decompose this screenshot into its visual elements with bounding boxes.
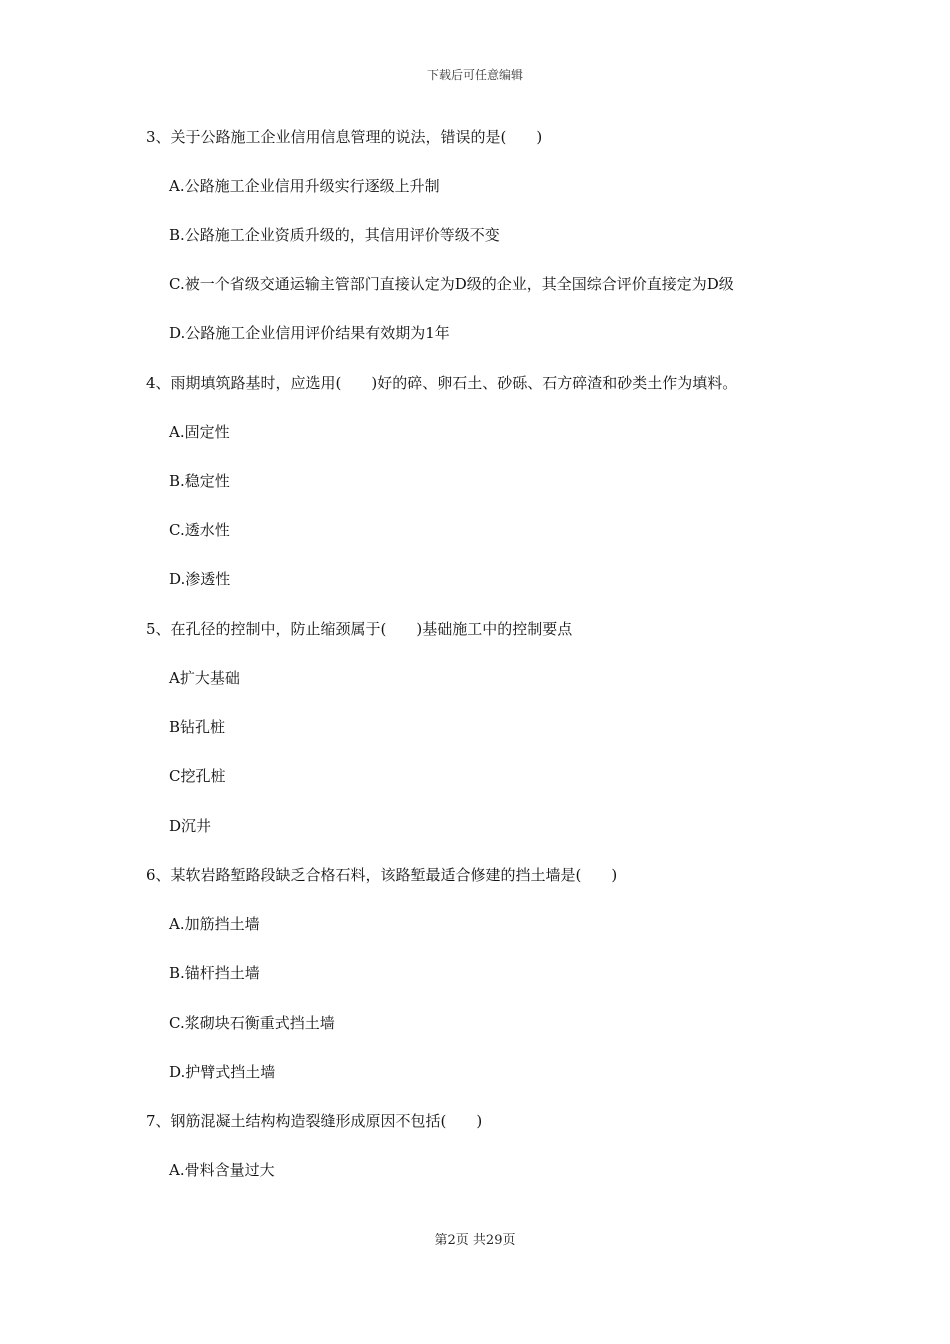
question-6-stem: 6、某软岩路堑路段缺乏合格石料，该路堑最适合修建的挡土墙是( ) [146,866,618,884]
page-footer: 第2页 共29页 [434,1233,516,1248]
question-6-option-b: B.锚杆挡土墙 [169,964,260,982]
question-4-option-c: C.透水性 [169,521,230,539]
question-5-option-a: A扩大基础 [169,669,240,687]
question-5-option-c: C挖孔桩 [169,767,226,785]
question-5-stem: 5、在孔径的控制中，防止缩颈属于( )基础施工中的控制要点 [146,620,573,638]
question-3-option-d: D.公路施工企业信用评价结果有效期为1年 [169,324,450,342]
question-4-option-d: D.渗透性 [169,570,231,588]
question-5-option-d: D沉井 [169,817,212,835]
question-3-option-c: C.被一个省级交通运输主管部门直接认定为D级的企业，其全国综合评价直接定为D级 [169,275,734,293]
question-6-option-a: A.加筋挡土墙 [169,915,260,933]
question-7-stem: 7、钢筋混凝土结构构造裂缝形成原因不包括( ) [146,1112,483,1130]
question-3-stem: 3、关于公路施工企业信用信息管理的说法，错误的是( ) [146,128,543,146]
page-header: 下载后可任意编辑 [426,68,523,82]
question-6-option-c: C.浆砌块石衡重式挡土墙 [169,1014,335,1032]
question-5-option-b: B钻孔桩 [169,718,226,736]
question-4-option-b: B.稳定性 [169,472,230,490]
question-4-stem: 4、雨期填筑路基时，应选用( )好的碎、卵石土、砂砾、石方碎渣和砂类土作为填料。 [146,374,738,392]
question-7-option-a: A.骨料含量过大 [169,1161,275,1179]
question-4-option-a: A.固定性 [169,423,230,441]
question-3-option-b: B.公路施工企业资质升级的，其信用评价等级不变 [169,226,500,244]
question-6-option-d: D.护臂式挡土墙 [169,1063,276,1081]
question-3-option-a: A.公路施工企业信用升级实行逐级上升制 [169,177,440,195]
